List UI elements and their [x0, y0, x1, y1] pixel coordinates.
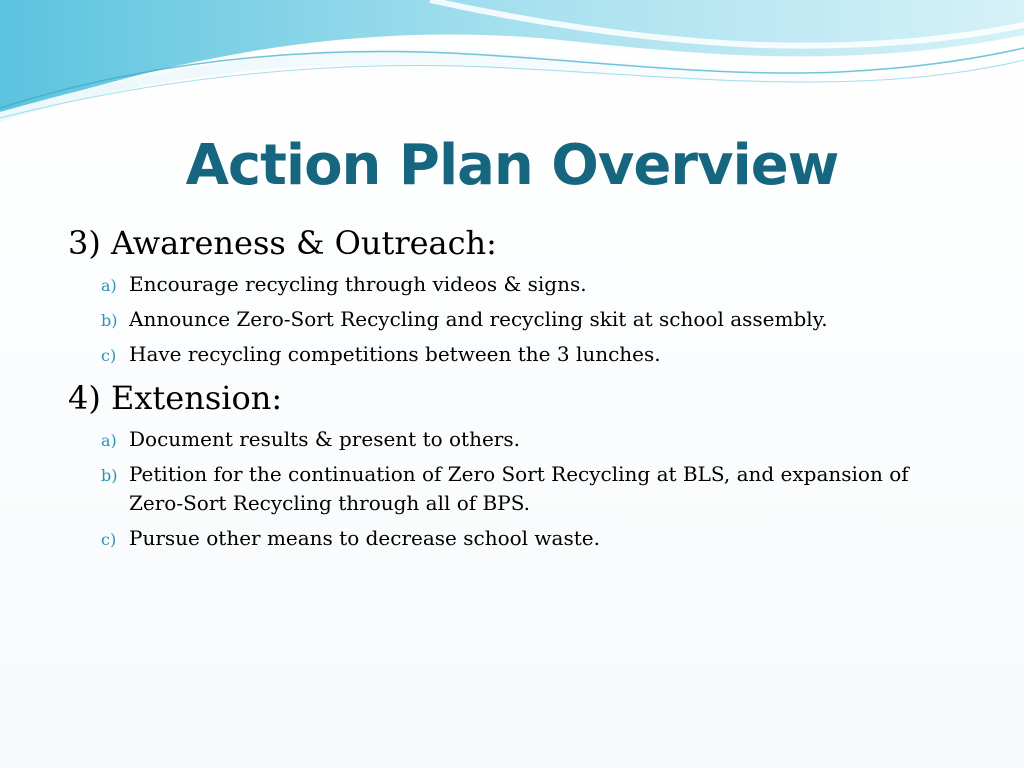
item-list [68, 270, 948, 369]
list-item-text: Petition for the continuation of Zero Sort Recycling at BLS, and expansion of Zero-Sort Recycling through all of BPS. [129, 462, 909, 515]
decorative-wave-header [0, 0, 1024, 130]
list-marker: b) [101, 466, 118, 485]
section-extension [68, 375, 948, 553]
slide-title: Action Plan Overview [185, 133, 839, 198]
list-marker: a) [101, 431, 117, 450]
list-item [68, 460, 948, 518]
list-marker: c) [101, 530, 117, 549]
list-item [68, 340, 948, 369]
list-item [68, 425, 948, 454]
slide-content [68, 220, 948, 559]
list-item [68, 524, 948, 553]
list-item [68, 305, 948, 334]
list-item-text: Document results & present to others. [129, 427, 520, 451]
list-item-text: Announce Zero-Sort Recycling and recycling skit at school assembly. [129, 307, 828, 331]
section-awareness-outreach [68, 220, 948, 369]
list-marker: b) [101, 311, 118, 330]
section-heading: 4) Extension: [68, 379, 283, 417]
list-marker: a) [101, 276, 117, 295]
item-list [68, 425, 948, 553]
list-item-text: Pursue other means to decrease school waste. [129, 526, 600, 550]
list-item-text: Have recycling competitions between the 3 lunches. [129, 342, 661, 366]
list-marker: c) [101, 346, 117, 365]
list-item [68, 270, 948, 299]
list-item-text: Encourage recycling through videos & signs. [129, 272, 587, 296]
section-heading: 3) Awareness & Outreach: [68, 224, 497, 262]
